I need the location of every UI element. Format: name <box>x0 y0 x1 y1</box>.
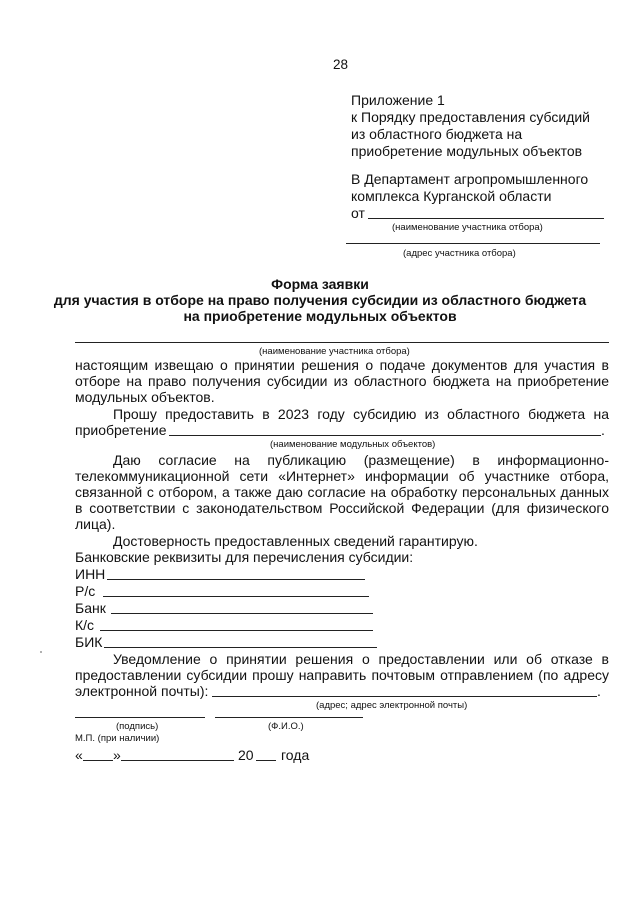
date-open-quote: « <box>75 747 83 763</box>
email-caption: (адрес; адрес электронной почты) <box>316 700 468 711</box>
addressee-line: В Департамент агропромышленного <box>351 171 589 187</box>
body-text: лица). <box>75 516 116 532</box>
body-text: Достоверность предоставленных сведений гарантирую. <box>113 533 478 549</box>
participant-caption: (наименование участника отбора) <box>392 222 543 233</box>
inn-field-line[interactable] <box>107 579 365 580</box>
address-field-line[interactable] <box>346 243 600 244</box>
addressee-line: комплекса Курганской области <box>351 188 552 204</box>
bik-field-line[interactable] <box>104 647 377 648</box>
page-number: 28 <box>333 57 349 72</box>
body-text: приобретение <box>75 422 167 438</box>
body-text: . <box>597 683 601 699</box>
body-text: телекоммуникационной сети «Интернет» информации об участнике отбора, <box>75 468 609 484</box>
bank-field-label: ИНН <box>75 566 106 582</box>
correspondent-account-line[interactable] <box>100 630 373 631</box>
signature-line[interactable] <box>75 717 205 718</box>
full-name-line[interactable] <box>215 717 363 718</box>
body-text: Прошу предоставить в 2023 году субсидию из областного бюджета на <box>113 406 609 422</box>
bank-field-label: Банк <box>75 600 106 616</box>
form-subtitle: на приобретение модульных объектов <box>183 308 457 324</box>
appendix-line: из областного бюджета на <box>351 126 523 142</box>
modular-objects-line[interactable] <box>169 435 601 436</box>
bank-field-label: Р/с <box>75 583 96 599</box>
year-suffix: года <box>281 747 310 763</box>
address-caption: (адрес участника отбора) <box>403 248 516 259</box>
body-text: предоставлении субсидии прошу направить почтовым отправлением (по адресу <box>75 667 609 683</box>
objects-caption: (наименование модульных объектов) <box>270 439 436 450</box>
body-text: Банковские реквизиты для перечисления субсидии: <box>75 549 414 565</box>
account-field-line[interactable] <box>103 596 369 597</box>
body-text: Даю согласие на публикацию (размещение) в информационно- <box>113 452 609 468</box>
date-close-quote: » <box>113 747 121 763</box>
year-prefix: 20 <box>238 747 254 763</box>
date-year-line[interactable] <box>256 760 276 761</box>
body-text: модульных объектов. <box>75 389 215 405</box>
appendix-line: к Порядку предоставления субсидий <box>351 109 590 125</box>
date-day-line[interactable] <box>83 760 113 761</box>
appendix-title: Приложение 1 <box>351 92 445 108</box>
bank-field-label: К/с <box>75 617 95 633</box>
participant-name-line[interactable] <box>75 342 609 343</box>
from-label: от <box>351 205 365 221</box>
body-text: . <box>601 422 605 438</box>
bank-field-label: БИК <box>75 634 103 650</box>
body-text: настоящим извещаю о принятии решения о подаче документов для участия в <box>75 357 609 373</box>
body-text: в соответствии с законодательством Российской Федерации (для физического <box>75 500 609 516</box>
body-text: Уведомление о принятии решения о предоставлении или об отказе в <box>113 651 609 667</box>
stamp-label: М.П. (при наличии) <box>75 733 160 744</box>
form-title: Форма заявки <box>271 276 369 292</box>
stray-mark <box>40 651 42 653</box>
from-field-line[interactable] <box>368 218 604 219</box>
body-text: отборе на право получения субсидии из областного бюджета на приобретение <box>75 373 609 389</box>
body-text: связанной с отбором, а также даю согласие на обработку персональных данных <box>75 484 609 500</box>
date-month-line[interactable] <box>121 760 234 761</box>
signature-caption: (подпись) <box>116 721 159 732</box>
form-subtitle: для участия в отборе на право получения субсидии из областного бюджета <box>53 292 587 308</box>
email-address-line[interactable] <box>212 696 597 697</box>
full-name-caption: (Ф.И.О.) <box>268 721 304 732</box>
appendix-line: приобретение модульных объектов <box>351 143 583 159</box>
bank-field-line[interactable] <box>111 613 373 614</box>
participant-caption: (наименование участника отбора) <box>259 346 410 357</box>
body-text: электронной почты): <box>75 683 209 699</box>
